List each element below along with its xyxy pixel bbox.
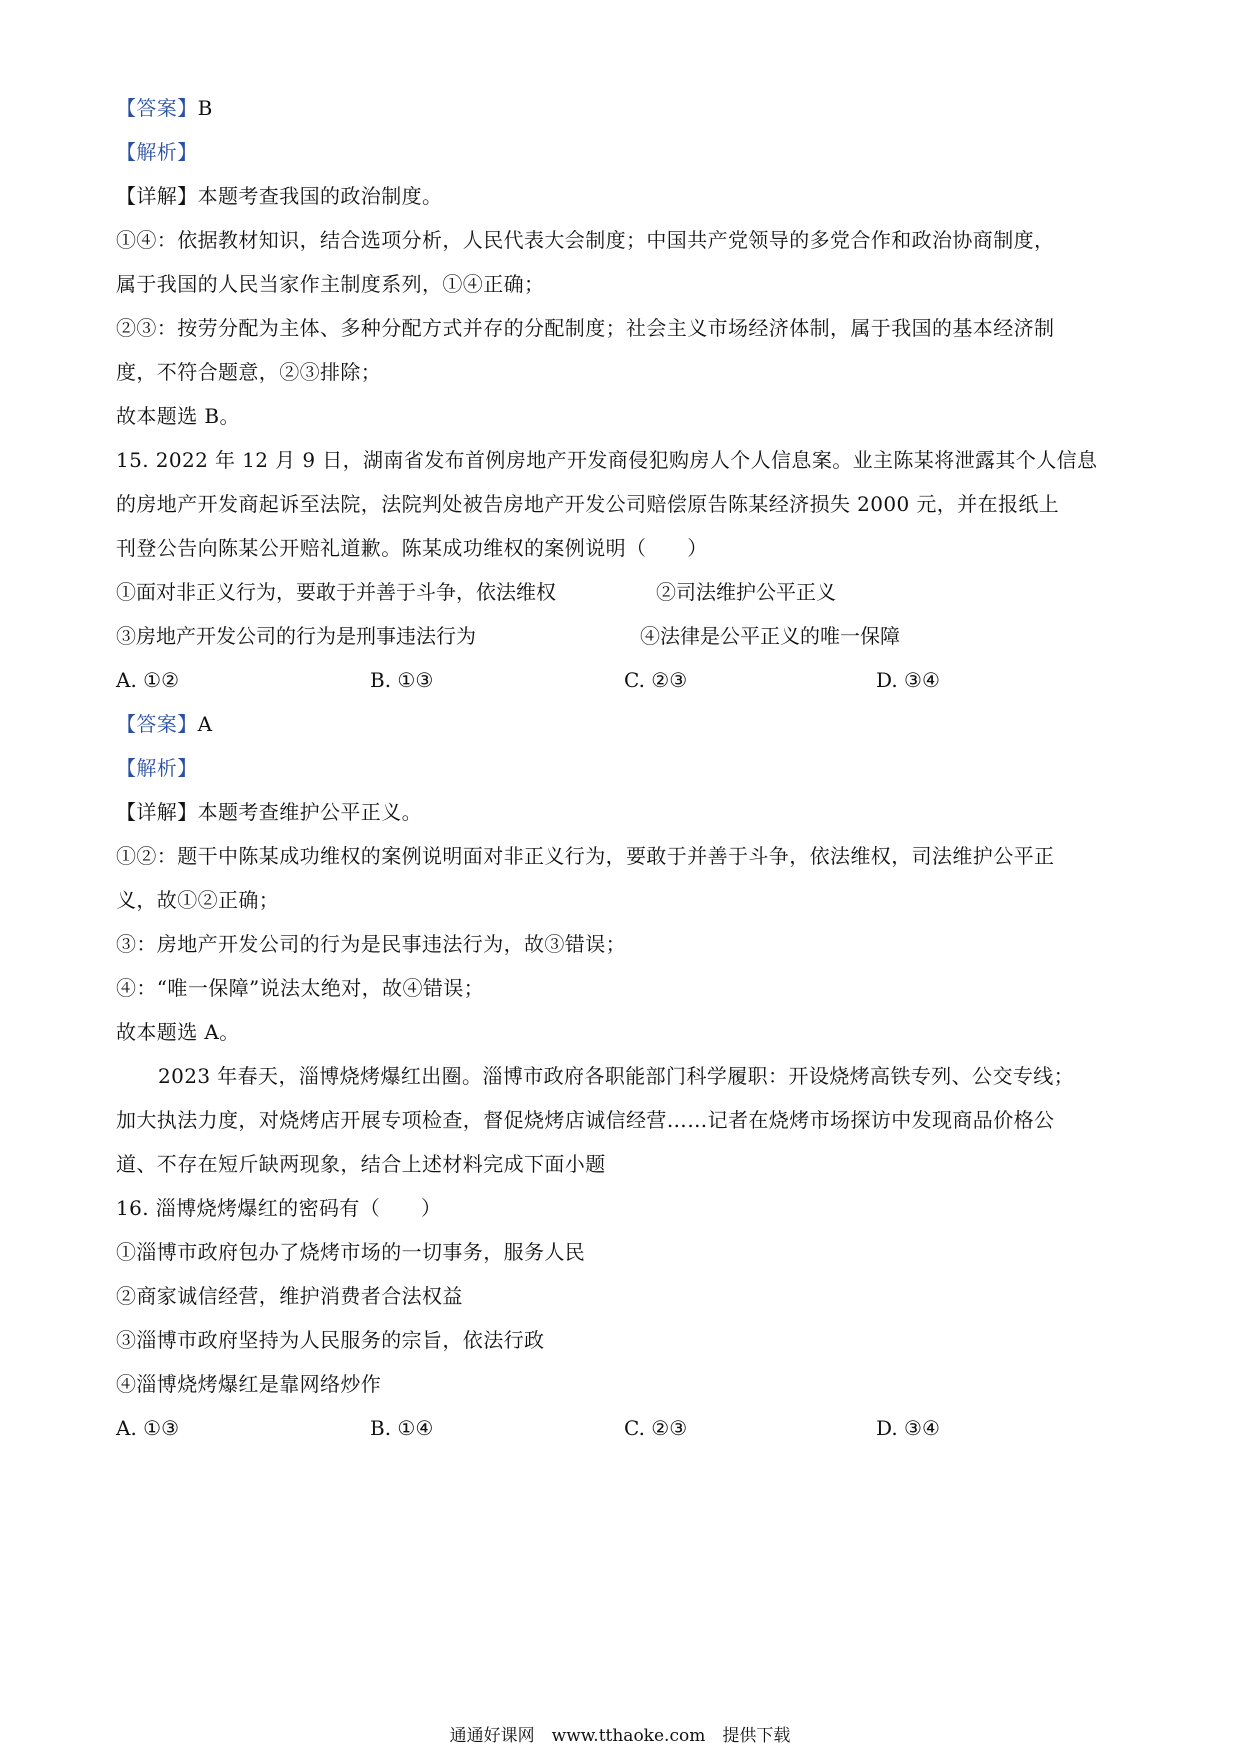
option-a: A. ①③ <box>116 1416 180 1440</box>
answer-value: B <box>197 96 213 120</box>
statement-3: ③淄博市政府坚持为人民服务的宗旨，依法行政 <box>116 1328 545 1352</box>
answer-tag: 【答案】 <box>116 712 198 736</box>
explanation-line: 度，不符合题意，②③排除； <box>116 360 382 384</box>
statement-2: ②商家诚信经营，维护消费者合法权益 <box>116 1284 463 1308</box>
statement-1: ①淄博市政府包办了烧烤市场的一切事务，服务人民 <box>116 1240 586 1264</box>
statement-4: ④淄博烧烤爆红是靠网络炒作 <box>116 1372 382 1396</box>
option-b: B. ①③ <box>370 668 434 692</box>
answer-value: A <box>197 712 213 736</box>
statement-3: ③房地产开发公司的行为是刑事违法行为 <box>116 624 476 648</box>
page-footer: 通通好课网 www.tthaoke.com 提供下载 <box>449 1726 791 1746</box>
statement-4: ④法律是公平正义的唯一保障 <box>640 624 900 648</box>
explanation-line: ④：“唯一保障”说法太绝对，故④错误； <box>116 976 485 1000</box>
answer-line <box>116 710 212 738</box>
option-b: B. ①④ <box>370 1416 434 1440</box>
material-line: 加大执法力度，对烧烤店开展专项检查，督促烧烤店诚信经营……记者在烧烤市场探访中发现商品价格公 <box>116 1108 1055 1132</box>
answer-tag: 【答案】 <box>116 96 198 120</box>
material-line: 道、不存在短斤缺两现象，结合上述材料完成下面小题 <box>116 1152 606 1176</box>
detail-line: 【详解】本题考查我国的政治制度。 <box>116 184 443 208</box>
statement-1: ①面对非正义行为，要敢于并善于斗争，依法维权 <box>116 580 556 604</box>
explanation-line: 属于我国的人民当家作主制度系列，①④正确； <box>116 272 545 296</box>
answer-line <box>116 94 213 122</box>
explanation-line: ①④：依据教材知识，结合选项分析，人民代表大会制度；中国共产党领导的多党合作和政治协商制度， <box>116 228 1055 252</box>
analysis-tag: 【解析】 <box>116 140 198 164</box>
material-line: 2023 年春天，淄博烧烤爆红出圈。淄博市政府各职能部门科学履职：开设烧烤高铁专列、公交专线； <box>158 1064 1075 1088</box>
explanation-line: ①②：题干中陈某成功维权的案例说明面对非正义行为，要敢于并善于斗争，依法维权，司法维护公平正 <box>116 844 1055 868</box>
analysis-line <box>116 754 198 782</box>
question-stem-line: 刊登公告向陈某公开赔礼道歉。陈某成功维权的案例说明（ ） <box>116 536 708 560</box>
option-c: C. ②③ <box>624 668 688 692</box>
conclusion-line: 故本题选 A。 <box>116 1020 240 1044</box>
option-a: A. ①② <box>116 668 180 692</box>
detail-line: 【详解】本题考查维护公平正义。 <box>116 800 422 824</box>
statement-2: ②司法维护公平正义 <box>656 580 836 604</box>
explanation-line: ③：房地产开发公司的行为是民事违法行为，故③错误； <box>116 932 626 956</box>
question-stem-line: 16. 淄博烧烤爆红的密码有（ ） <box>116 1196 442 1220</box>
analysis-line <box>116 138 198 166</box>
question-stem-line: 的房地产开发商起诉至法院，法院判处被告房地产开发公司赔偿原告陈某经济损失 2000 元，并在报纸上 <box>116 492 1060 516</box>
analysis-tag: 【解析】 <box>116 756 198 780</box>
option-d: D. ③④ <box>876 668 940 692</box>
option-d: D. ③④ <box>876 1416 940 1440</box>
option-c: C. ②③ <box>624 1416 688 1440</box>
explanation-line: ②③：按劳分配为主体、多种分配方式并存的分配制度；社会主义市场经济体制，属于我国的基本经济制 <box>116 316 1055 340</box>
conclusion-line: 故本题选 B。 <box>116 404 240 428</box>
explanation-line: 义，故①②正确； <box>116 888 280 912</box>
question-stem-line: 15. 2022 年 12 月 9 日，湖南省发布首例房地产开发商侵犯购房人个人信息案。业主陈某将泄露其个人信息 <box>116 448 1098 472</box>
